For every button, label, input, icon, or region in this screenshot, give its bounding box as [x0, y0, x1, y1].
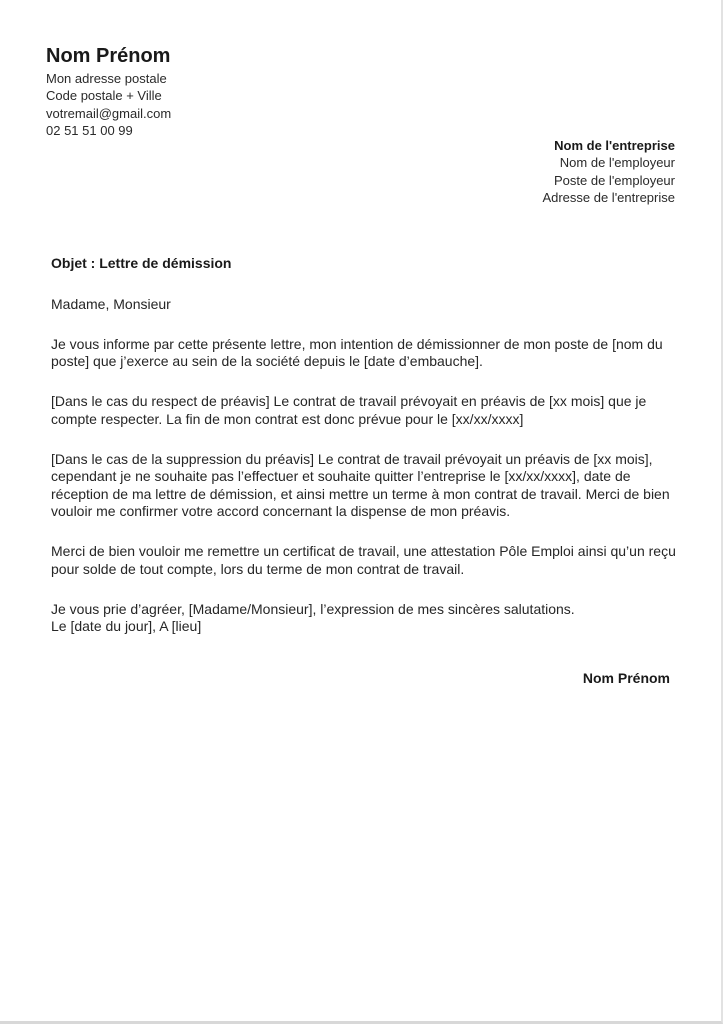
letter-signature: Nom Prénom: [582, 670, 670, 686]
sender-phone: 02 51 51 00 99: [46, 122, 133, 138]
letter-body: [51, 255, 681, 636]
paragraph-notice-waived: [Dans le cas de la suppression du préavis] Le contrat de travail prévoyait un préavis de [xx mois], cependant je ne souhaite pas l’effectuer et souhaite quitter l’entreprise le [xx/xx/xxxx], date de réception de ma lettre de démission, et ainsi mettre un terme à mon contrat de travail. Merci de bien vouloir me confirmer votre accord concernant la dispense de mon préavis.: [51, 450, 670, 519]
letter-closing: Je vous prie d’agréer, [Madame/Monsieur], l’expression de mes sincères salutations.: [51, 600, 575, 617]
letter-subject: Objet : Lettre de démission: [51, 255, 232, 271]
sender-postal-city: Code postale + Ville: [46, 88, 162, 104]
paragraph-notice-respected: [Dans le cas du respect de préavis] Le contrat de travail prévoyait en préavis de [xx mois] que je compte respecter. La fin de mon contrat est donc prévue pour le [xx/xx/xxxx]: [51, 393, 647, 427]
sender-block: [46, 44, 171, 139]
recipient-company-address: Adresse de l'entreprise: [542, 189, 675, 205]
sender-email: votremail@gmail.com: [46, 105, 172, 121]
letter-date-place: Le [date du jour], A [lieu]: [51, 618, 202, 634]
recipient-block: [542, 137, 675, 206]
recipient-employer-position: Poste de l'employeur: [554, 172, 675, 188]
letter-salutation: Madame, Monsieur: [51, 295, 171, 312]
recipient-employer-name: Nom de l'employeur: [559, 155, 675, 171]
paragraph-documents-request: Merci de bien vouloir me remettre un certificat de travail, une attestation Pôle Emploi ainsi qu’un reçu pour solde de tout compte, lors du terme de mon contrat de travail.: [51, 543, 676, 577]
recipient-company: Nom de l'entreprise: [554, 138, 675, 153]
sender-address: Mon adresse postale: [46, 71, 167, 86]
sender-name: Nom Prénom: [46, 45, 171, 67]
paragraph-intention: Je vous informe par cette présente lettre, mon intention de démissionner de mon poste de [nom du poste] que j’exerce au sein de la société depuis le [date d’embauche].: [51, 335, 663, 369]
